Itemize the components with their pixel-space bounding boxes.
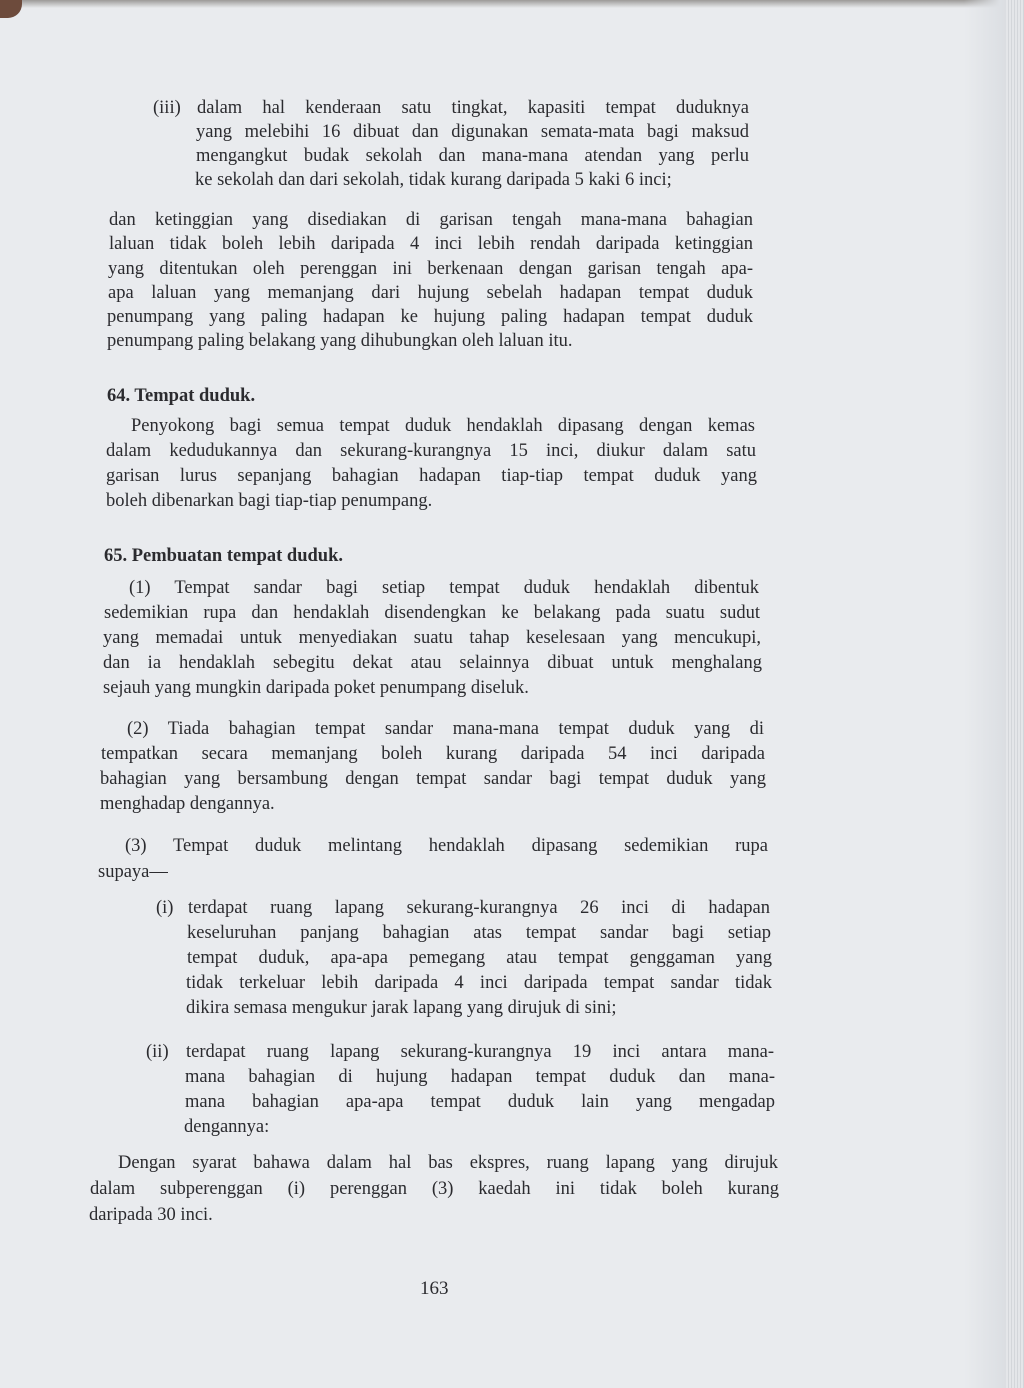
- item-i-line: dikira semasa mengukur jarak lapang yang dirujuk di sini;: [186, 998, 617, 1018]
- item-i-number: (i): [156, 898, 174, 918]
- subsection-2-line: menghadap dengannya.: [100, 794, 275, 814]
- item-ii-line: dengannya:: [184, 1117, 270, 1137]
- stacked-page-edges: [1006, 0, 1024, 1388]
- paragraph-line: laluan tidak boleh lebih daripada 4 inci lebih rendah daripada ketinggian: [109, 234, 753, 254]
- section-64-line: garisan lurus sepanjang bahagian hadapan tiap-tiap tempat duduk yang: [106, 466, 757, 486]
- proviso-line: daripada 30 inci.: [89, 1205, 213, 1225]
- section-64-line: dalam kedudukannya dan sekurang-kurangnya 15 inci, diukur dalam satu: [106, 441, 756, 461]
- section-65-heading: 65. Pembuatan tempat duduk.: [104, 546, 344, 566]
- item-iii-number: (iii): [153, 98, 181, 118]
- subsection-1-line: sejauh yang mungkin daripada poket penumpang diseluk.: [103, 678, 529, 698]
- subsection-3-line: (3) Tempat duduk melintang hendaklah dipasang sedemikian rupa: [125, 836, 768, 856]
- paragraph-line: yang ditentukan oleh perenggan ini berkenaan dengan garisan tengah apa-: [108, 259, 753, 279]
- section-64-heading: 64. Tempat duduk.: [107, 386, 256, 406]
- subsection-2-line: bahagian yang bersambung dengan tempat sandar bagi tempat duduk yang: [100, 769, 766, 789]
- section-64-line: Penyokong bagi semua tempat duduk hendaklah dipasang dengan kemas: [131, 416, 755, 436]
- item-ii-line: mana bahagian apa-apa tempat duduk lain yang mengadap: [185, 1092, 775, 1112]
- item-ii-number: (ii): [146, 1042, 169, 1062]
- item-i-line: terdapat ruang lapang sekurang-kurangnya 26 inci di hadapan: [188, 898, 770, 918]
- item-i-line: tempat duduk, apa-apa pemegang atau tempat genggaman yang: [187, 948, 772, 968]
- item-ii-line: terdapat ruang lapang sekurang-kurangnya 19 inci antara mana-: [186, 1042, 774, 1062]
- subsection-1-line: yang memadai untuk menyediakan suatu tahap keselesaan yang mencukupi,: [103, 628, 761, 648]
- page-number: 163: [420, 1278, 449, 1299]
- section-64-line: boleh dibenarkan bagi tiap-tiap penumpang.: [106, 491, 433, 511]
- subsection-1-line: (1) Tempat sandar bagi setiap tempat duduk hendaklah dibentuk: [129, 578, 759, 598]
- item-i-line: tidak terkeluar lebih daripada 4 inci daripada tempat sandar tidak: [186, 973, 772, 993]
- proviso-line: dalam subperenggan (i) perenggan (3) kaedah ini tidak boleh kurang: [90, 1179, 779, 1199]
- paragraph-line: dan ketinggian yang disediakan di garisan tengah mana-mana bahagian: [109, 210, 753, 230]
- item-i-line: keseluruhan panjang bahagian atas tempat sandar bagi setiap: [187, 923, 771, 943]
- item-iii-line: mengangkut budak sekolah dan mana-mana atendan yang perlu: [196, 146, 749, 166]
- item-iii-line: yang melebihi 16 dibuat dan digunakan semata-mata bagi maksud: [196, 122, 749, 142]
- item-iii-line: ke sekolah dan dari sekolah, tidak kurang daripada 5 kaki 6 inci;: [195, 170, 672, 190]
- proviso-line: Dengan syarat bahawa dalam hal bas ekspres, ruang lapang yang dirujuk: [118, 1153, 778, 1173]
- item-ii-line: mana bahagian di hujung hadapan tempat duduk dan mana-: [185, 1067, 775, 1087]
- subsection-2-line: (2) Tiada bahagian tempat sandar mana-mana tempat duduk yang di: [127, 719, 764, 739]
- corner-shadow: [0, 0, 22, 18]
- subsection-3-line: supaya—: [98, 862, 168, 882]
- subsection-2-line: tempatkan secara memanjang boleh kurang daripada 54 inci daripada: [101, 744, 765, 764]
- paragraph-line: penumpang yang paling hadapan ke hujung paling hadapan tempat duduk: [107, 307, 753, 327]
- subsection-1-line: sedemikian rupa dan hendaklah disendengkan ke belakang pada suatu sudut: [104, 603, 760, 623]
- paragraph-line: apa laluan yang memanjang dari hujung sebelah hadapan tempat duduk: [108, 283, 753, 303]
- item-iii-line: dalam hal kenderaan satu tingkat, kapasiti tempat duduknya: [197, 98, 749, 118]
- paragraph-line: penumpang paling belakang yang dihubungkan oleh laluan itu.: [107, 331, 573, 351]
- page-top-edge: [0, 0, 1024, 8]
- subsection-1-line: dan ia hendaklah sebegitu dekat atau selainnya dibuat untuk menghalang: [103, 653, 762, 673]
